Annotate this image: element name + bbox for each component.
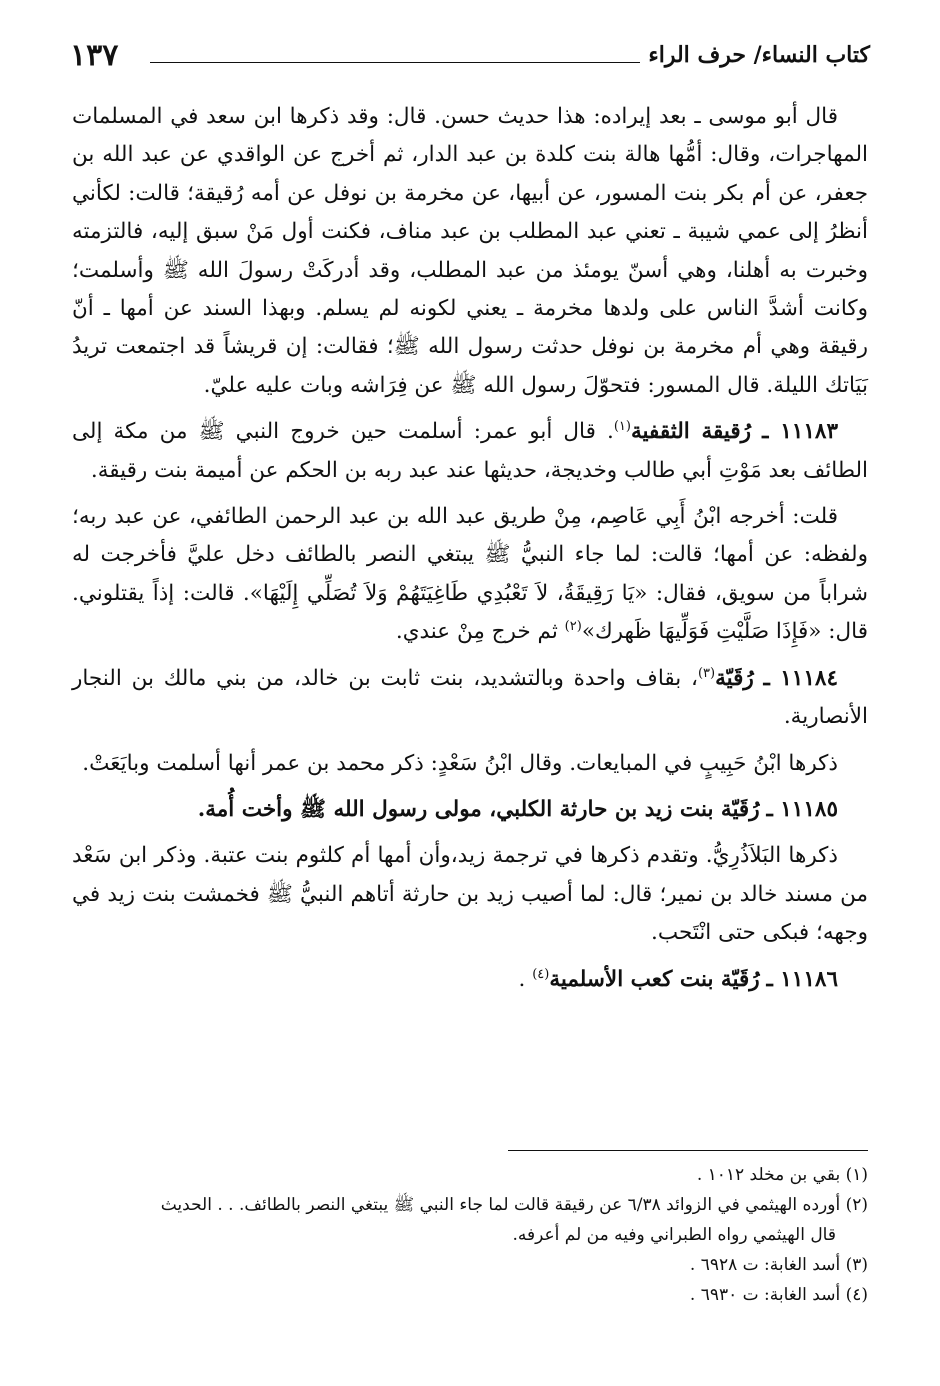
entry-name: رُقَيّة بنت كعب الأسلمية [549,966,760,992]
footnote-ref[interactable]: (٤) [532,966,550,982]
entry-number: ١١١٨٣ ـ [762,419,838,445]
entry-11185 [72,791,868,829]
running-head: كتاب النساء/ حرف الراء [648,42,870,68]
entry-name: رُقيقة الثقفية [630,419,752,445]
footnote-3: (٣) أسد الغابة: ت ٦٩٢٨ . [689,1255,868,1275]
entry-text: . قال أبو عمر: أسلمت حين خروج النبي ﷺ من مكة إلى الطائف بعد مَوْتِ أبي طالب وخديجة، حديثها عند عبد ربه بن الحكم عن أميمة بنت رقيقة. [72,419,868,483]
footnotes [72,1160,868,1310]
entry-11184 [72,660,868,737]
footnote-ref[interactable]: (٢) [564,619,582,635]
footnote-ref[interactable]: (٣) [697,665,716,681]
footnote-4: (٤) أسد الغابة: ت ٦٩٣٠ . [689,1285,868,1305]
footnote-rule [508,1150,868,1151]
main-text [72,98,868,1007]
paragraph-text: قال أبو موسى ـ بعد إيراده: هذا حديث حسن. قال: وقد ذكرها ابن سعد في المسلمات المهاجرات، وقال: أمُّها هالة بنت كلدة بن عبد الدار، ثم أخرج عن الواقدي عن عبد الله بن جعفر، عن أم بكر بنت المسور، عن أبيها، عن مخرمة بن نوفل عن أمه رُقيقة؛ قالت: لكأني أنظرُ إلى عمي شيبة ـ تعني عبد المطلب بن عبد مناف، فكنت أول مَنْ سبق إليه، فالتزمته وخبرت به أهلنا، وهي أسنّ يومئذ من عبد المطلب، وقد أدركَتْ رسولَ الله ﷺ وأسلمت؛ وكانت أشدَّ الناس على ولدها مخرمة ـ يعني لكونه لم يسلم. وبهذا السند عن أمها ـ أنّ رقيقة وهي أم مخرمة بن نوفل حدثت رسول الله ﷺ؛ فقالت: إن قريشاً قد اجتمعت تريدُ بَيَاتك الليلة. قال المسور: فتحوّلَ رسول الله ﷺ عن فِرَاشه وبات عليه عليّ. [72,104,868,398]
entry-name: رُقَيّة بنت زيد بن حارثة الكلبي، مولى رسول الله ﷺ وأخت أُمة. [197,796,760,822]
header-rule [150,62,640,63]
paragraph-text: ذكرها البَلاَذُرِيُّ. وتقدم ذكرها في ترجمة زيد،وأن أمها أم كلثوم بنت عتبة. وذكر ابن سَعْد من مسند خالد بن نمير؛ قال: لما أصيب زيد بن حارثة أتاهم النبيُّ ﷺ فخمشت بنت زيد في وجهه؛ فبكى حتى انْتَحب. [72,843,868,946]
entry-name: رُقَيّة [715,665,754,691]
paragraph-3 [72,498,868,652]
paragraph-text: قلت: أخرجه ابْنُ أَبِي عَاصِم، مِنْ طريق عبد الله بن عبد الرحمن الطائفي، عن عبد ربه؛ ولفظه: عن أمها؛ قالت: لما جاء النبيُّ ﷺ يبتغي النصر بالطائف دخل عليَّ فأخرجت له شراباً من سويق، فقال: «يَا رَقِيقَةُ، لاَ تَعْبُدِي طَاغِيَتَهُمْ وَلاَ تُصَلِّي إِلَيْهَا». قالت: إذاً يقتلوني. قال: «فَإِذَا صَلَّيْتِ فَوَلِّيهَا ظَهرك» [72,504,868,645]
paragraph-tail: ثم خرج مِنْ عندي. [395,619,565,645]
entry-11186 [72,961,868,999]
entry-text: ، بقاف واحدة وبالتشديد، بنت ثابت بن خالد، من بني مالك بن النجار الأنصارية. [72,665,868,730]
footnote-1: (١) بقي بن مخلد ١٠١٢ . [696,1165,868,1185]
footnote-ref[interactable]: (١) [613,419,631,435]
entry-number: ١١١٨٦ ـ [766,966,838,992]
footnote-2: (٢) أورده الهيثمي في الزوائد ٦/٣٨ عن رقيقة قالت لما جاء النبي ﷺ يبتغي النصر بالطائف. . . الحديث [160,1195,868,1215]
paragraph-1 [72,98,868,405]
entry-text: . [518,966,533,992]
paragraph-5 [72,745,868,783]
paragraph-7 [72,837,868,952]
page-number: ١٣٧ [70,38,119,73]
entry-11183 [72,413,868,490]
footnote-2-continuation: قال الهيثمي رواه الطبراني وفيه من لم أعرفه. [512,1225,836,1245]
entry-number: ١١١٨٥ ـ [766,796,838,822]
page-header [70,38,870,78]
paragraph-text: ذكرها ابْنُ حَبِيبٍ في المبايعات. وقال ابْنُ سَعْدٍ: ذكر محمد بن عمر أنها أسلمت وبايَعَتْ. [82,750,838,776]
entry-number: ١١١٨٤ ـ [763,665,838,691]
